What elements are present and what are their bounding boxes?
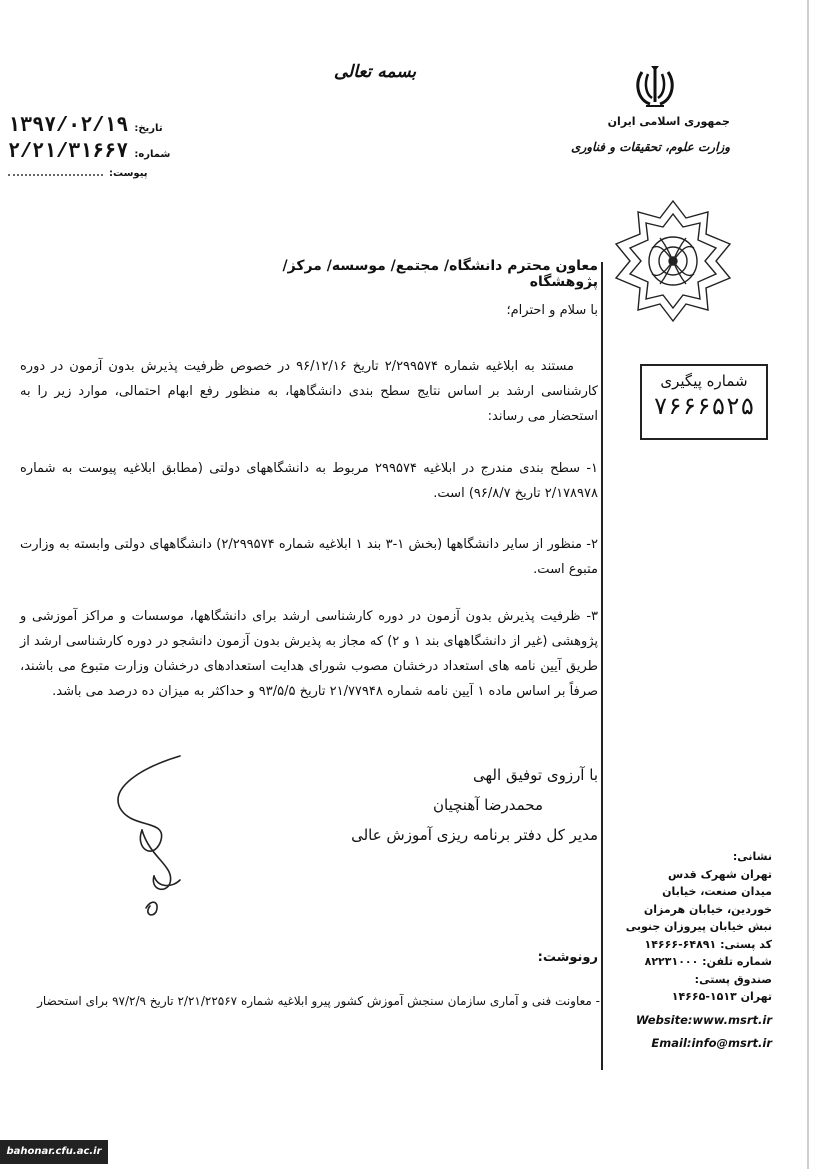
attachment-row [8, 168, 148, 179]
date-label: تاریخ: [134, 123, 163, 134]
bismillah-heading: بسمه تعالی [333, 62, 417, 82]
date-row [8, 112, 163, 138]
intro-paragraph: مستند به ابلاغیه شماره ۲/۲۹۹۵۷۴ تاریخ ۹۶/۱۲/۱۶ در خصوص ظرفیت پذیرش بدون آزمون در دوره کارشناسی ارشد بر اساس نتایج سطح بندی دانشگاهها، به منظور رفع ابهام احتمالی، موارد زیر را به استحضار می رساند: [20, 359, 598, 424]
margin-rule [601, 262, 603, 1070]
po-box: تهران ۱۵۱۳-۱۴۶۶۵ [671, 990, 772, 1003]
attachment-blank [8, 168, 103, 176]
date-value: ۱۳۹۷/۰۲/۱۹ [8, 115, 129, 138]
po-box-label: صندوق پستی: [694, 972, 772, 986]
cc-title: رونوشت: [537, 950, 598, 965]
postal-code: کد پستی: ۶۴۸۹۱-۱۴۶۶۶ [644, 937, 772, 951]
ornament-icon [612, 198, 734, 324]
number-value: ۲/۲۱/۳۱۶۶۷ [8, 141, 129, 164]
item-2-paragraph: ۲- منظور از سایر دانشگاهها (بخش ۱-۳ بند ۱ ابلاغیه شماره ۲/۲۹۹۵۷۴) دانشگاههای دولتی وابسته به وزارت متبوع است. [20, 537, 598, 577]
source-watermark: bahonar.cfu.ac.ir [0, 1140, 108, 1164]
handwritten-signature [80, 748, 200, 928]
signer-title: مدیر کل دفتر برنامه ریزی آموزش عالی [351, 826, 598, 844]
address-line-3: خوردین، خیابان هرمزان [643, 902, 772, 916]
contact-block [612, 848, 772, 1053]
website: Website:www.msrt.ir [635, 1012, 772, 1027]
address-label: نشانی: [732, 850, 772, 863]
address-line-2: میدان صنعت، خیابان [662, 885, 772, 898]
closing-line: با آرزوی توفیق الهی [473, 766, 598, 784]
addressee: معاون محترم دانشگاه/ مجتمع/ موسسه/ مرکز/ پژوهشگاه [282, 258, 598, 290]
signer-name: محمدرضا آهنچیان [433, 796, 543, 814]
email: Email:info@msrt.ir [651, 1036, 772, 1050]
tracking-number-box [640, 364, 768, 440]
number-label: شماره: [134, 149, 171, 160]
item-3-paragraph: ۳- ظرفیت پذیرش بدون آزمون در دوره کارشناسی ارشد برای دانشگاهها، موسسات و مراکز آموزشی و پژوهشی (غیر از دانشگاههای بند ۱ و ۲) که مجاز به پذیرش بدون آزمون دانشجو در دوره کارشناسی ارشد از طریق آیین نامه های استعداد درخشان مصوب شورای هدایت استعدادهای درخشان وزارت متبوع می باشند، صرفاً بر اساس ماده ۱ آیین نامه شماره ۲۱/۷۷۹۴۸ تاریخ ۹۳/۵/۵ و حداکثر به میزان ده درصد می باشد. [20, 609, 599, 699]
tracking-number: ۷۶۶۶۵۲۵ [653, 395, 755, 422]
page-edge [807, 0, 809, 1169]
iran-emblem-icon [630, 62, 680, 112]
address-line-4: نبش خیابان پیروزان جنوبی [625, 920, 772, 933]
item-1-paragraph: ۱- سطح بندی مندرج در ابلاغیه ۲۹۹۵۷۴ مربوط به دانشگاههای دولتی (مطابق ابلاغیه پیوست به شماره ۲/۱۷۸۹۷۸ تاریخ ۹۶/۸/۷) است. [20, 461, 598, 501]
tracking-label: شماره پیگیری [660, 372, 748, 390]
country-name: جمهوری اسلامی ایران [607, 115, 730, 128]
address-line-1: تهران شهرک قدس [668, 867, 772, 881]
ministry-name: وزارت علوم، تحقیقات و فناوری [571, 140, 730, 154]
greeting: با سلام و احترام؛ [506, 303, 598, 318]
attachment-label: پیوست: [109, 168, 148, 179]
phone-number: شماره تلفن: ۸۲۲۳۱۰۰۰ [644, 955, 772, 968]
cc-item: - معاونت فنی و آماری سازمان سنجش آموزش کشور پیرو ابلاغیه شماره ۲/۲۱/۲۲۵۶۷ تاریخ ۹۷/۲/۹ برای استحضار [37, 994, 600, 1008]
number-row [8, 138, 170, 164]
